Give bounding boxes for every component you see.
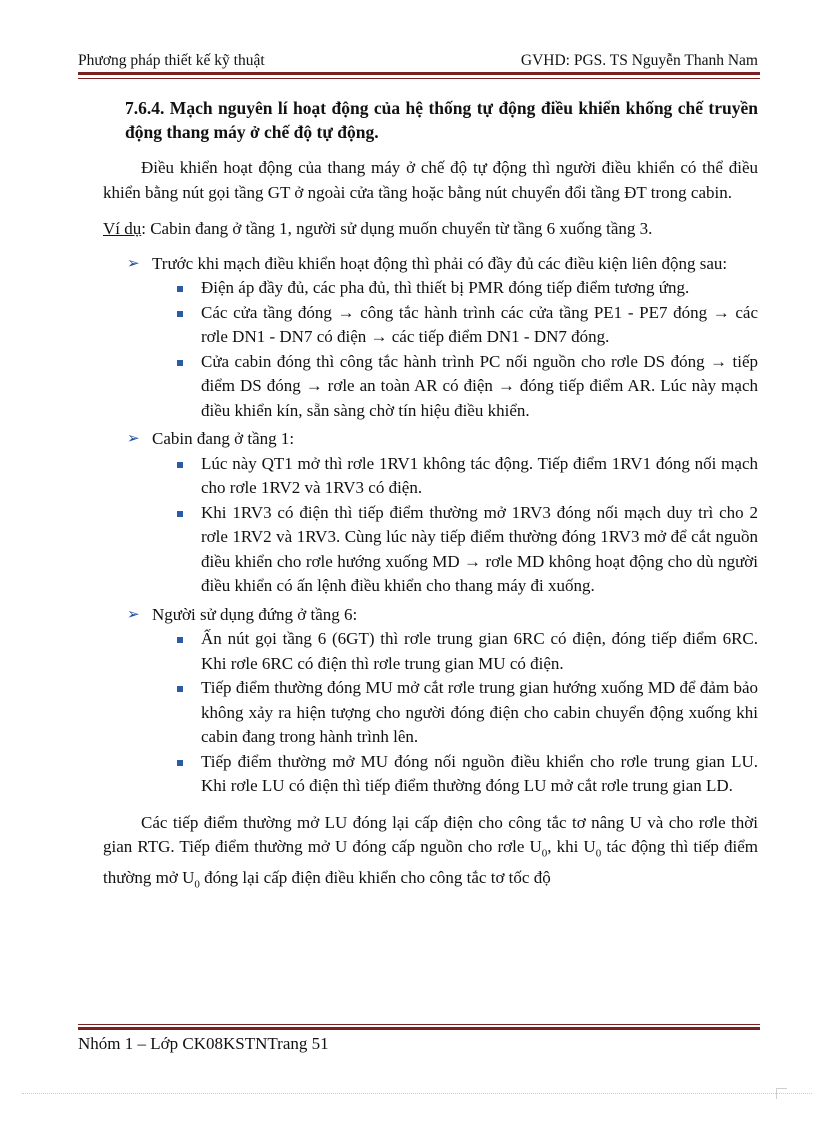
list-item-text: Cửa cabin đóng thì công tắc hành trình PC nối nguồn cho rơle DS đóng → tiếp điểm DS đóng → rơle an toàn AR có điện → đóng tiếp điểm AR. Lúc này mạch điều khiển kín, sẵn sàng chờ tín hiệu điều khiển. <box>201 351 758 420</box>
section-title: 7.6.4. Mạch nguyên lí hoạt động của hệ thống tự động điều khiển khống chế truyền động thang máy ở chế độ tự động. <box>125 98 758 142</box>
list-item <box>103 452 758 501</box>
closing-text: Các tiếp điểm thường mở LU đóng lại cấp điện cho công tắc tơ nâng U và cho rơle thời gian RTG. Tiếp điểm thường mở U đóng cấp nguồn cho rơle U <box>103 812 758 856</box>
bullet-group <box>103 427 758 452</box>
closing-paragraph <box>103 811 758 897</box>
square-bullet-icon <box>177 311 183 317</box>
subscript: 0 <box>541 847 548 860</box>
arrow-bullet-icon: ➢ <box>127 255 140 272</box>
bullet-group <box>103 252 758 277</box>
list-item-text: Lúc này QT1 mở thì rơle 1RV1 không tác động. Tiếp điểm 1RV1 đóng nối mạch cho rơle 1RV2 và 1RV3 có điện. <box>201 453 758 497</box>
example-paragraph <box>103 217 758 242</box>
list-item <box>103 750 758 799</box>
square-bullet-icon <box>177 637 183 643</box>
subscript: 0 <box>595 847 602 860</box>
example-text: : Cabin đang ở tầng 1, người sử dụng muốn chuyển từ tầng 6 xuống tầng 3. <box>141 219 653 238</box>
list-item <box>103 301 758 350</box>
list-item-text: Tiếp điểm thường mở MU đóng nối nguồn điều khiển cho rơle trung gian LU. Khi rơle LU có điện thì tiếp điểm thường đóng LU mở cắt rơle trung gian LD. <box>201 751 758 795</box>
closing-text: đóng lại cấp điện điều khiển cho công tắc tơ tốc độ <box>199 867 551 887</box>
header-rule <box>78 72 760 79</box>
square-bullet-icon <box>177 462 183 468</box>
list-item <box>103 350 758 424</box>
bullet-group <box>103 603 758 628</box>
subscript: 0 <box>194 878 200 891</box>
arrow-bullet-icon: ➢ <box>127 606 140 623</box>
list-item-text: Tiếp điểm thường đóng MU mở cắt rơle trung gian hướng xuống MD để đảm bảo không xảy ra hiện tượng cho người đóng điện cho cabin chuyển động xuống khi cabin đang trong hành trình lên. <box>201 678 758 746</box>
page-corner-mark <box>776 1088 787 1099</box>
square-bullet-icon <box>177 511 183 517</box>
list-item-text: Các cửa tầng đóng → công tắc hành trình các cửa tầng PE1 - PE7 đóng → các rơle DN1 - DN7 có điện → các tiếp điểm DN1 - DN7 đóng. <box>201 302 758 346</box>
list-item <box>103 627 758 676</box>
page-footer: Nhóm 1 – Lớp CK08KSTNTrang 51 <box>78 1034 329 1053</box>
header-right: GVHD: PGS. TS Nguyễn Thanh Nam <box>520 52 758 69</box>
group-title: Người sử dụng đứng ở tầng 6: <box>152 604 358 624</box>
list-item-text: Khi 1RV3 có điện thì tiếp điểm thường mở 1RV3 đóng nối mạch duy trì cho 2 rơle 1RV2 và 1RV3. Cùng lúc này tiếp điểm thường đóng 1RV3 mở để cắt nguồn điều khiển cho rơle hướng xuống MD → rơle MD không hoạt động cho dù người điều khiển có ấn lệnh điều khiển cho thang máy đi xuống. <box>201 502 758 595</box>
square-bullet-icon <box>177 360 183 366</box>
group-title: Cabin đang ở tầng 1: <box>152 429 295 448</box>
square-bullet-icon <box>177 760 183 766</box>
closing-text: tác động thì tiếp điểm thường mở U <box>103 837 758 887</box>
page-header <box>78 46 758 70</box>
square-bullet-icon <box>177 286 183 292</box>
intro-paragraph: Điều khiển hoạt động của thang máy ở chế độ tự động thì người điều khiển có thể điều khiển bằng nút gọi tầng GT ở ngoài cửa tầng hoặc bằng nút chuyển đổi tầng ĐT trong cabin. <box>103 158 758 202</box>
list-item <box>103 276 758 301</box>
list-item <box>103 676 758 750</box>
page-body <box>103 96 758 897</box>
group-title: Trước khi mạch điều khiển hoạt động thì phải có đầy đủ các điều kiện liên động sau: <box>152 253 728 273</box>
header-left: Phương pháp thiết kế kỹ thuật <box>78 52 265 69</box>
square-bullet-icon <box>177 686 183 692</box>
page-boundary-line <box>22 1093 812 1094</box>
closing-text: , khi U <box>547 837 596 856</box>
footer-rule <box>78 1024 760 1030</box>
arrow-bullet-icon: ➢ <box>127 431 140 447</box>
list-item-text: Điện áp đầy đủ, các pha đủ, thì thiết bị PMR đóng tiếp điểm tương ứng. <box>201 278 690 297</box>
example-label: Ví dụ <box>103 219 142 238</box>
list-item-text: Ấn nút gọi tầng 6 (6GT) thì rơle trung gian 6RC có điện, đóng tiếp điểm 6RC. Khi rơle 6RC có điện thì rơle trung gian MU có điện. <box>201 629 758 673</box>
list-item <box>103 501 758 599</box>
